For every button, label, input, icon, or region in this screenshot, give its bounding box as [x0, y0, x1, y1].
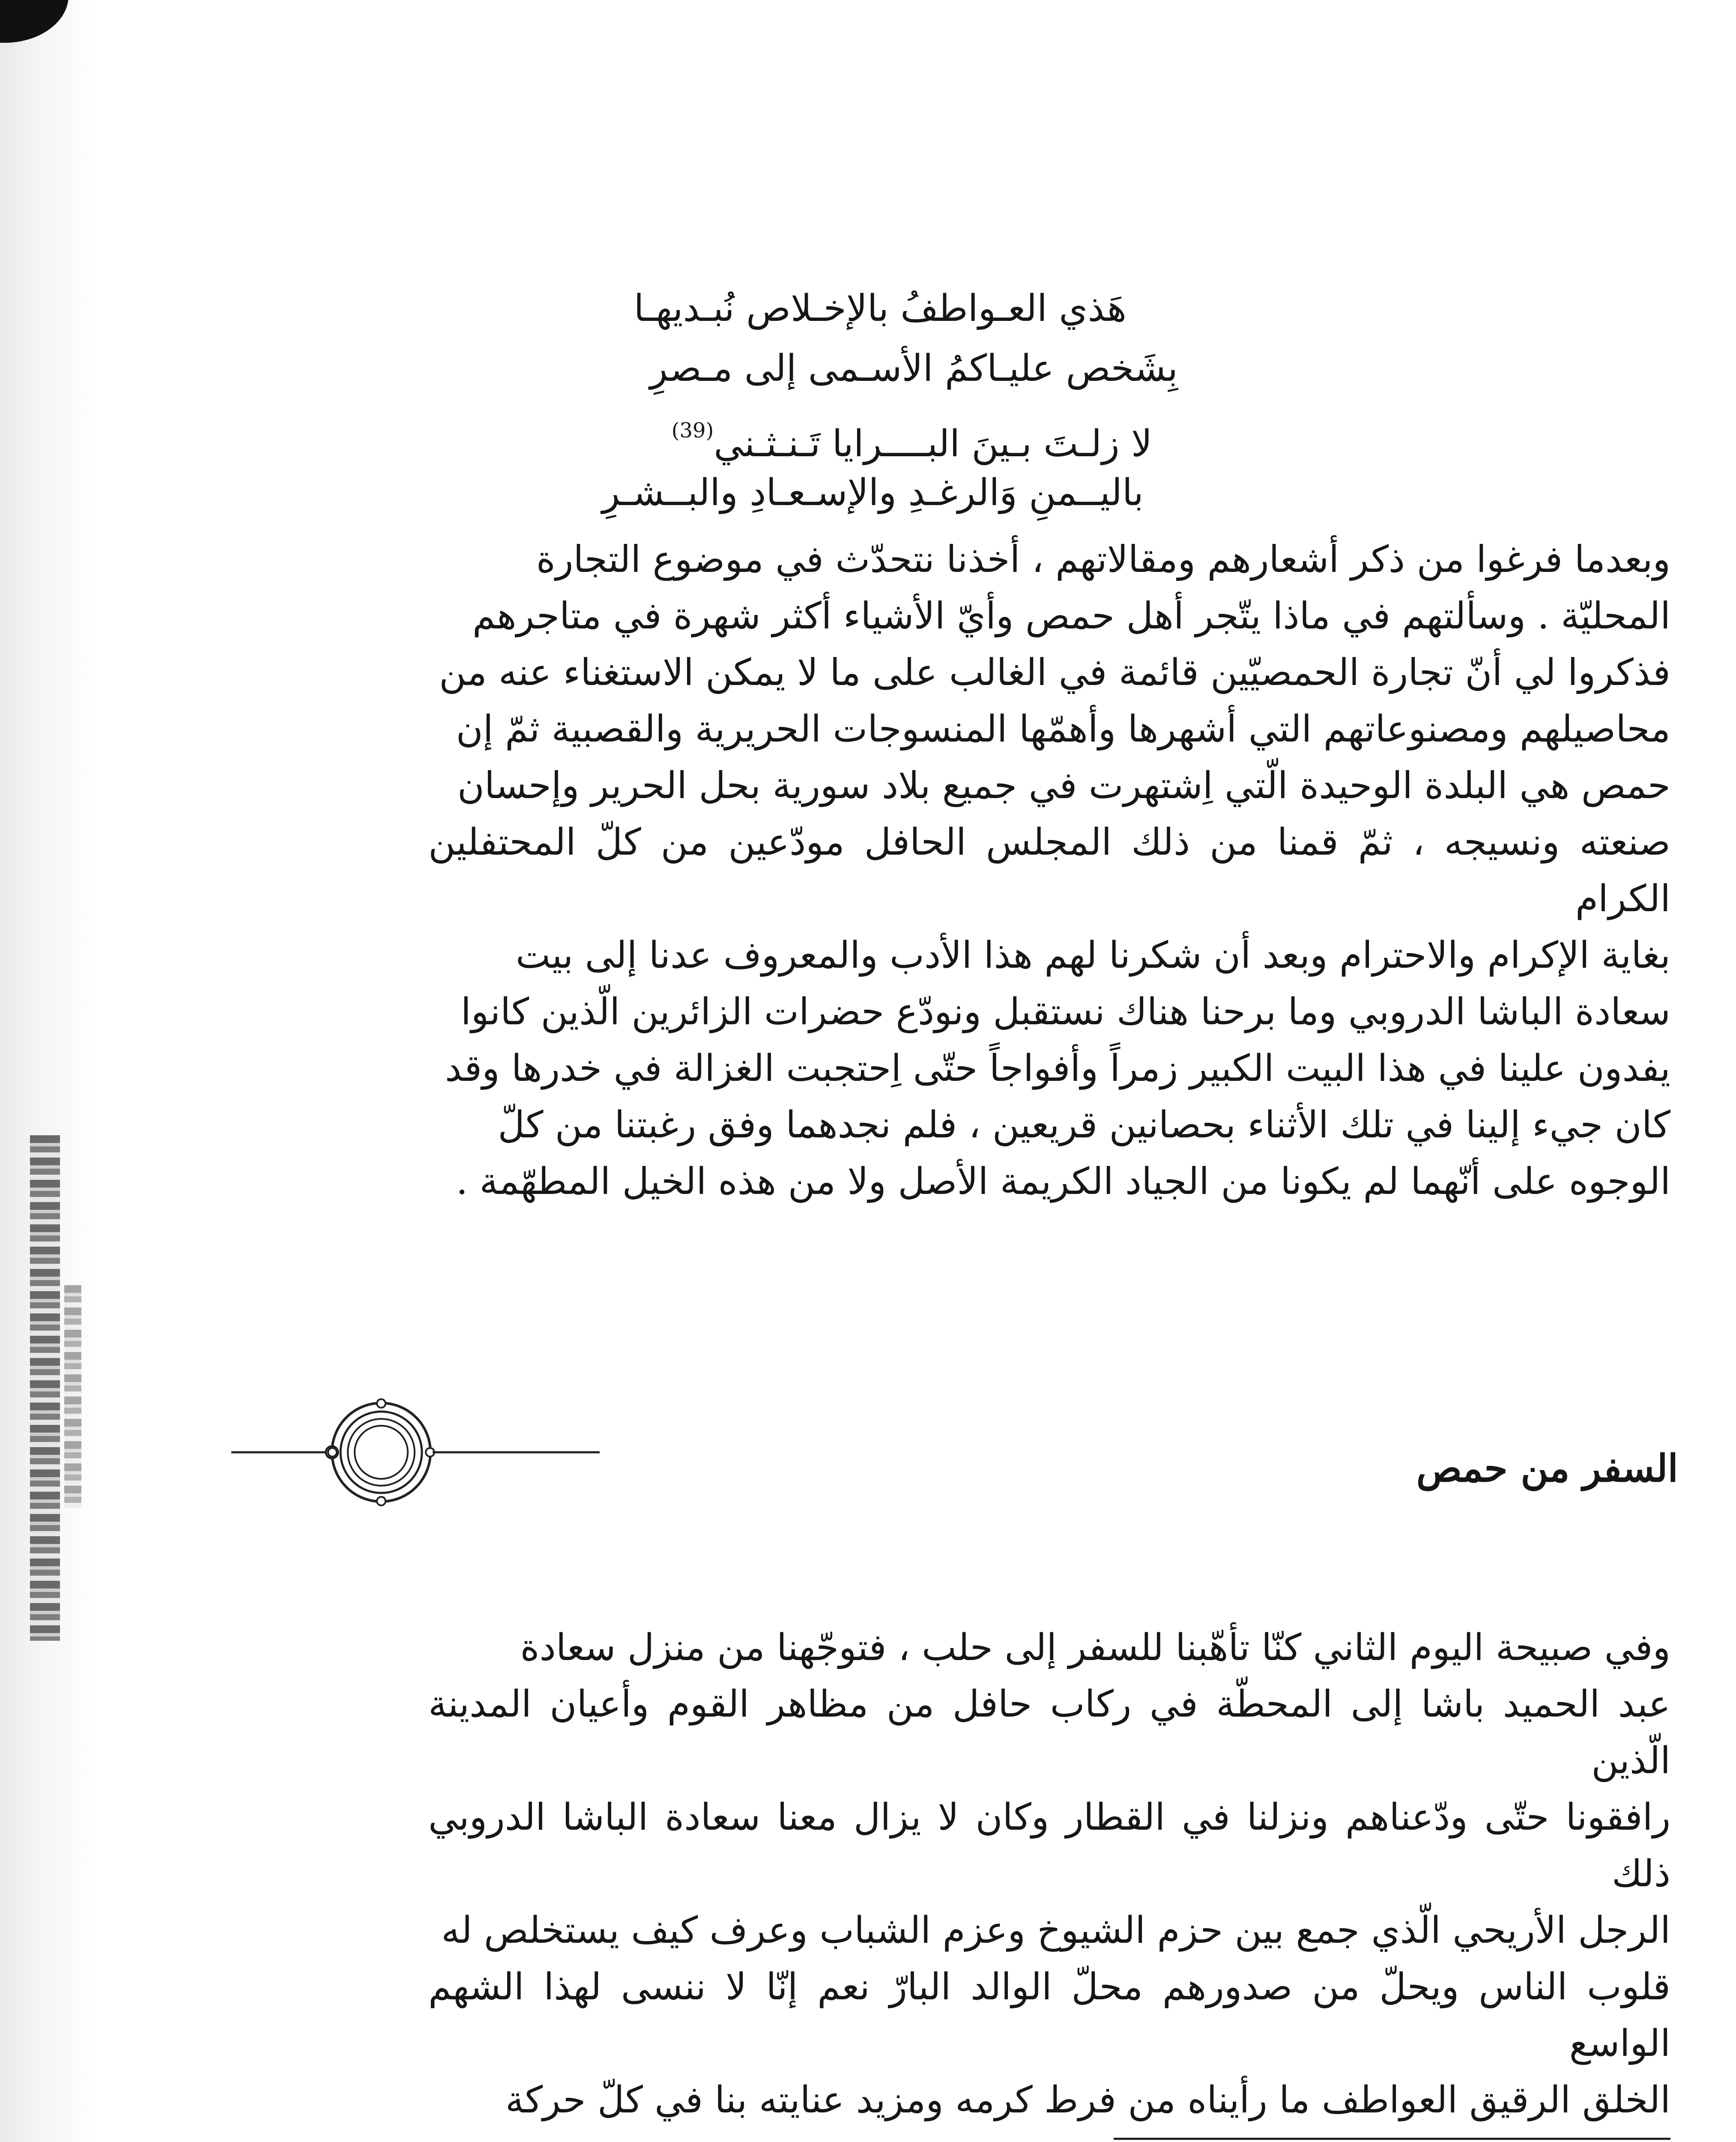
section-title: السفر من حمص [1416, 1446, 1678, 1490]
text-line: قلوب الناس ويحلّ من صدورهم محلّ الوالد البارّ نعم إنّا لا ننسى لهذا الشهم الواسع [428, 1965, 1670, 2065]
text-line: كان جيء إلينا في تلك الأثناء بحصانين قريعين ، فلم نجدهما وفق رغبتنا من كلّ [498, 1104, 1670, 1146]
verse-4: باليــمنِ وَالرغـدِ والإسـعـادِ والبــشـرِ [602, 471, 1144, 514]
text-line: الخلق الرقيق العواطف ما رأيناه من فرط كرمه ومزيد عنايته بنا في كلّ حركة [505, 2079, 1670, 2121]
paragraph-1 [428, 531, 1670, 1210]
library-stamp-strip-small [64, 1285, 81, 1508]
verse-3-text: لا زلـتَ بـينَ البــــرايا تَـنـثـني [714, 422, 1152, 465]
paragraph-2 [428, 1619, 1670, 2128]
text-line: الرجل الأريحي الّذي جمع بين حزم الشيوخ وعزم الشباب وعرف كيف يستخلص له [441, 1909, 1670, 1952]
text-line: رافقونا حتّى ودّعناهم ونزلنا في القطار وكان لا يزال معنا سعادة الباشا الدروبي ذلك [428, 1796, 1670, 1895]
text-line: الوجوه على أنّهما لم يكونا من الجياد الكريمة الأصل ولا من هذه الخيل المطهّمة . [456, 1160, 1670, 1203]
text-line: عبد الحميد باشا إلى المحطّة في ركاب حافل من مظاهر القوم وأعيان المدينة الّذين [428, 1683, 1670, 1782]
text-line: حمص هي البلدة الوحيدة الّتي اِشتهرت في جميع بلاد سورية بحل الحرير وإحسان [457, 764, 1670, 807]
text-line: المحليّة . وسألتهم في ماذا يتّجر أهل حمص وأيّ الأشياء أكثر شهرة في متاجرهم [472, 595, 1670, 637]
text-line: بغاية الإكرام والاحترام وبعد أن شكرنا لهم هذا الأدب والمعروف عدنا إلى بيت [516, 934, 1670, 977]
text-line: وبعدما فرغوا من ذكر أشعارهم ومقالاتهم ، أخذنا نتحدّث في موضوع التجارة [536, 538, 1670, 581]
verse-2: بِشَخص عليـاكمُ الأسـمى إلى مـصرِ [650, 347, 1178, 390]
verse-3 [672, 405, 1152, 470]
text-line: فذكروا لي أنّ تجارة الحمصيّين قائمة في الغالب على ما لا يمكن الاستغناء عنه من [439, 651, 1670, 694]
text-line: وفي صبيحة اليوم الثاني كنّا تأهّبنا للسفر إلى حلب ، فتوجّهنا من منزل سعادة [520, 1626, 1670, 1669]
section-ornament [231, 1397, 617, 1508]
text-line: يفدون علينا في هذا البيت الكبير زمراً وأفواجاً حتّى اِحتجبت الغزالة في خدرها وقد [445, 1047, 1670, 1090]
text-line: محاصيلهم ومصنوعاتهم التي أشهرها وأهمّها المنسوجات الحريرية والقصبية ثمّ إن [456, 708, 1670, 751]
scan-binding-shadow [0, 0, 99, 2142]
text-line: صنعته ونسيجه ، ثمّ قمنا من ذلك المجلس الحافل مودّعين من كلّ المحتفلين الكرام [428, 821, 1670, 920]
footnote-divider [1114, 2138, 1670, 2140]
verse-1: هَذي العـواطفُ بالإخـلاص نُبـديهـا [633, 287, 1126, 330]
library-stamp-strip [30, 1135, 60, 1641]
text-line: سعادة الباشا الدروبي وما برحنا هناك نستقبل ونودّع حضرات الزائرين الّذين كانوا [460, 990, 1670, 1033]
footnote-reference: (39) [671, 419, 714, 443]
